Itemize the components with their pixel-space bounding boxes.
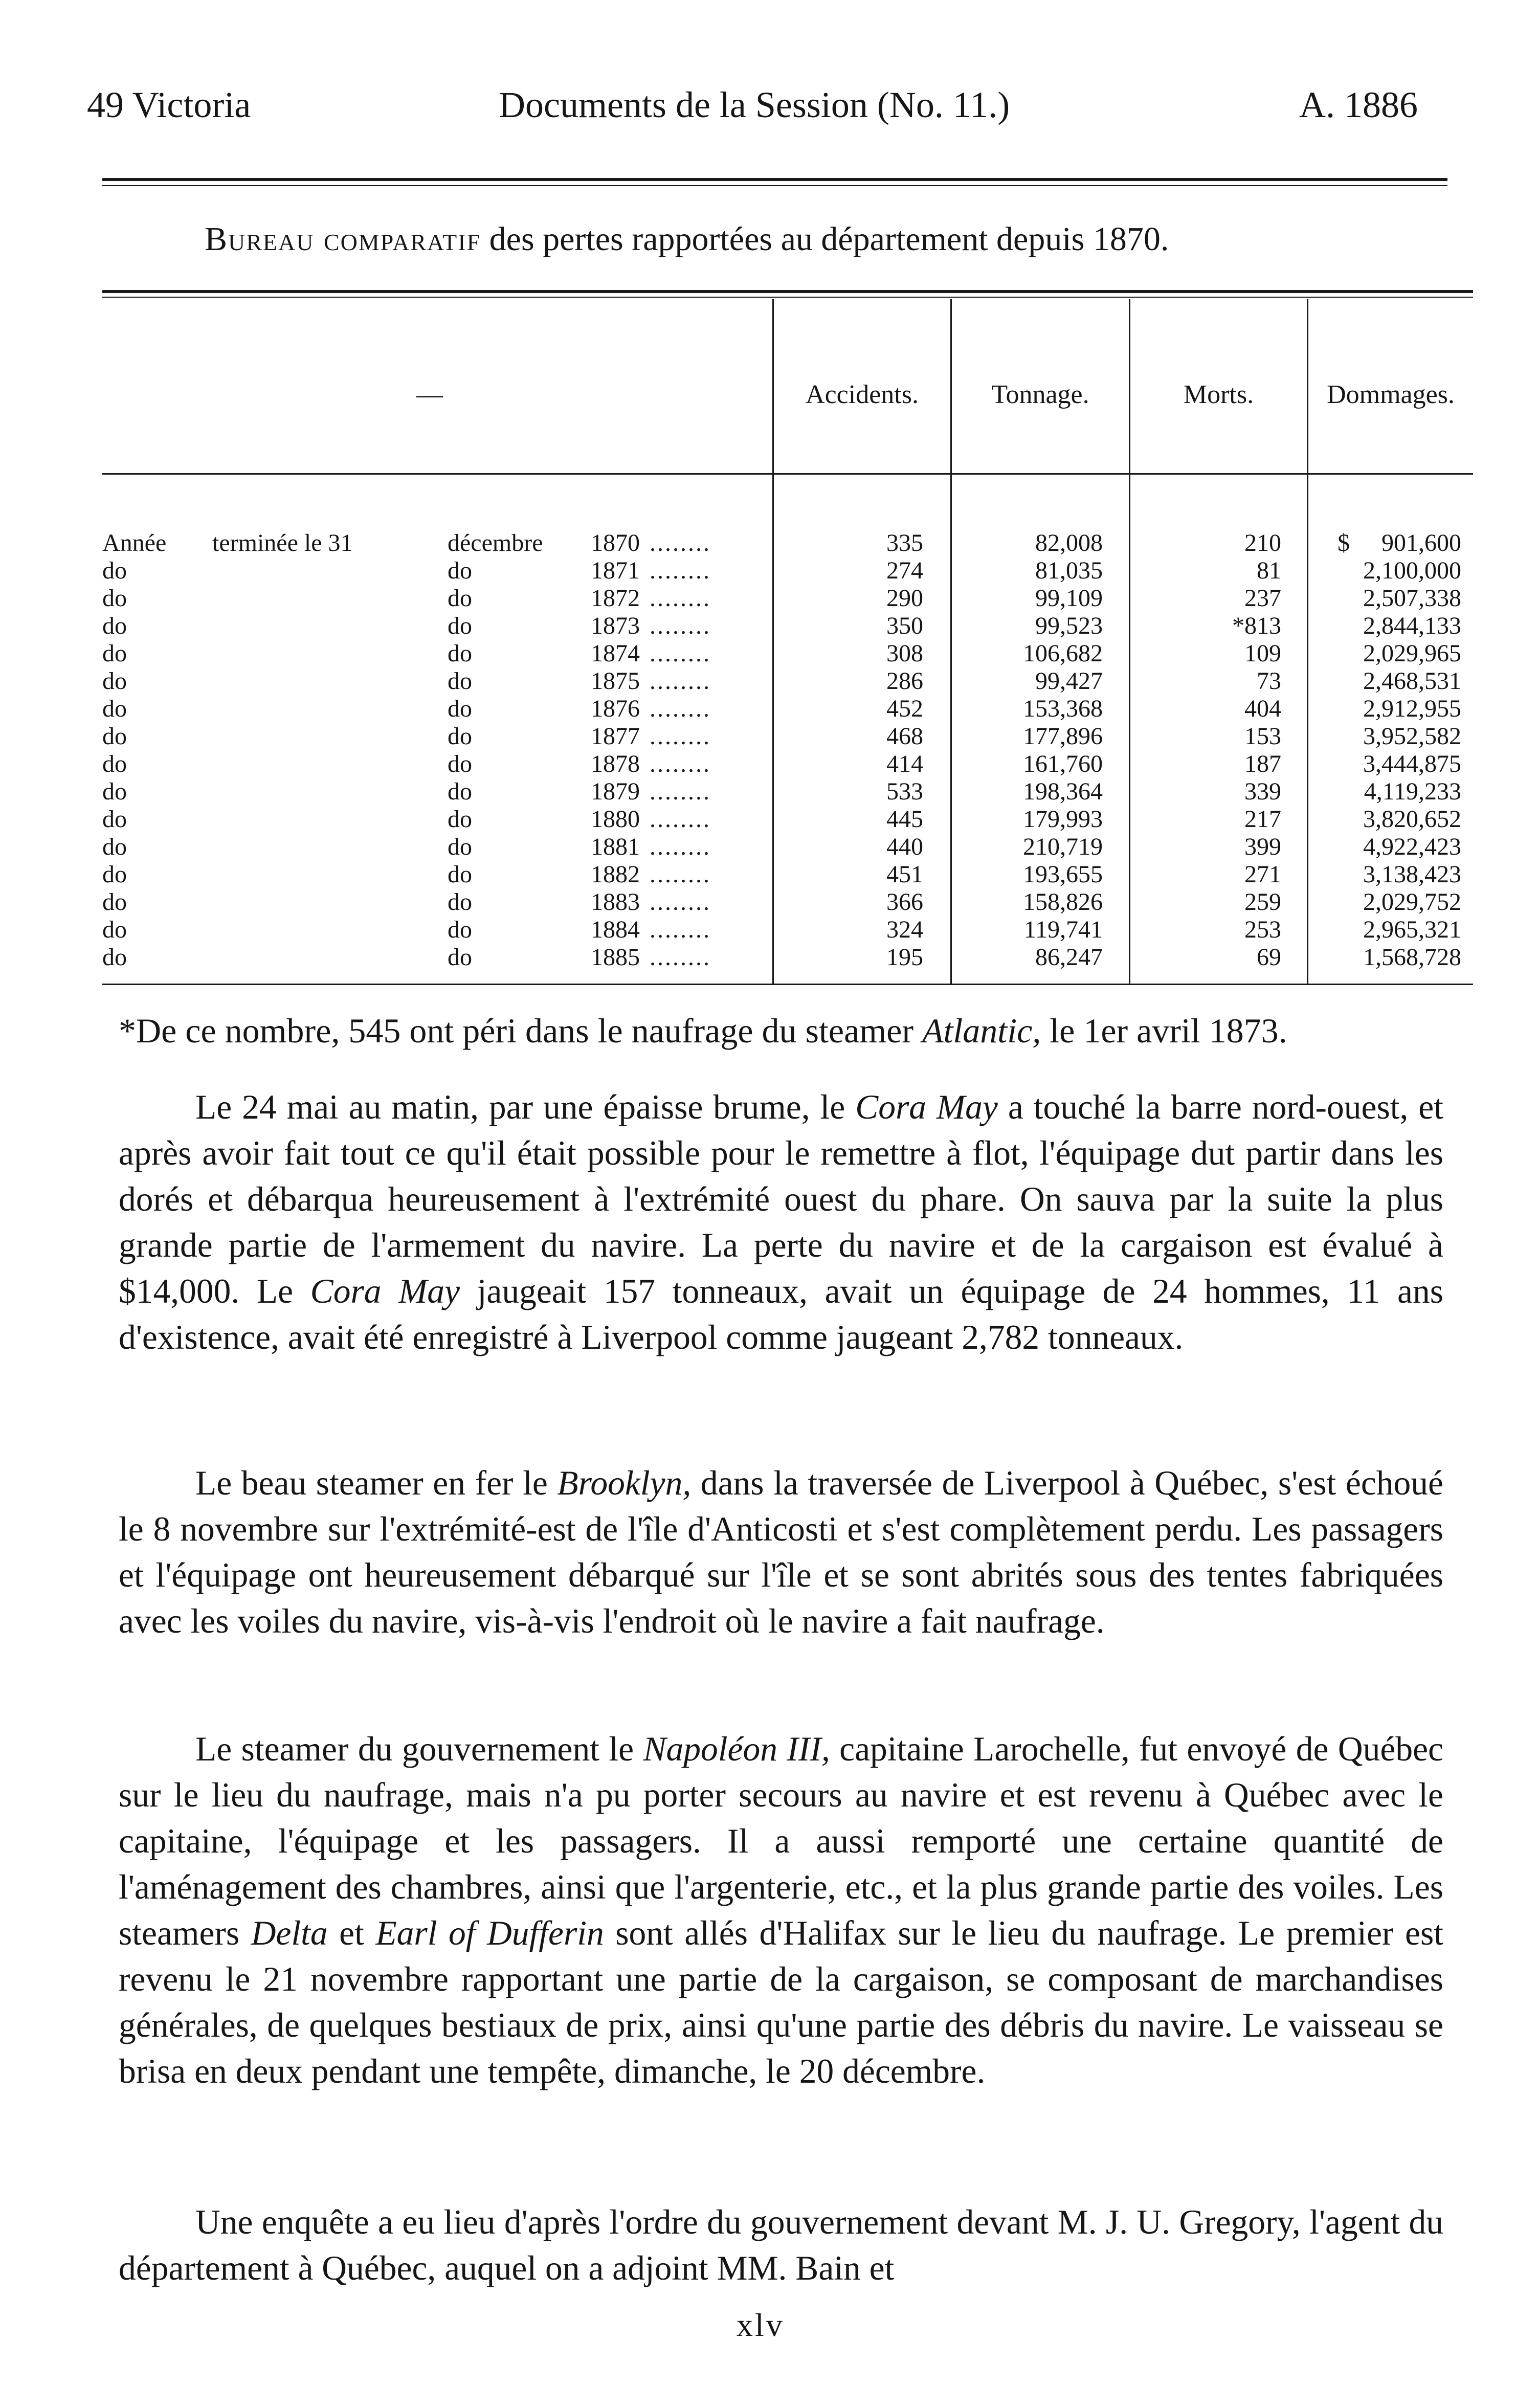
row-label-3: do bbox=[448, 723, 472, 750]
row-label: do bbox=[102, 557, 127, 584]
cell-tonnage: 81,035 bbox=[1035, 557, 1103, 584]
cell-dommages: 4,922,423 bbox=[1363, 833, 1461, 860]
row-year: 1870 bbox=[591, 529, 640, 556]
row-leader: ........ bbox=[650, 833, 711, 860]
row-year: 1882 bbox=[591, 861, 640, 888]
cell-dommages: 901,600 bbox=[1381, 529, 1461, 556]
cell-accidents: 533 bbox=[886, 778, 923, 805]
cell-morts: 339 bbox=[1244, 778, 1281, 805]
header-volume: 49 Victoria bbox=[87, 84, 251, 125]
table-row bbox=[0, 944, 1538, 971]
cell-tonnage: 86,247 bbox=[1035, 944, 1103, 971]
row-label-3: décembre bbox=[448, 529, 543, 556]
row-label-3: do bbox=[448, 640, 472, 667]
row-year: 1875 bbox=[591, 667, 640, 695]
footnote-text-a: *De ce nombre, 545 ont péri dans le naufrage du steamer bbox=[119, 1011, 922, 1050]
cell-morts: 253 bbox=[1244, 916, 1281, 943]
cell-accidents: 440 bbox=[886, 833, 923, 860]
row-year: 1872 bbox=[591, 585, 640, 612]
row-leader: ........ bbox=[650, 640, 711, 667]
cell-tonnage: 177,896 bbox=[1023, 723, 1103, 750]
row-leader: ........ bbox=[650, 695, 711, 722]
row-year: 1878 bbox=[591, 750, 640, 777]
row-year: 1876 bbox=[591, 695, 640, 722]
p3-text-d: sont allés d'Halifax sur le lieu du naufrage. Le premier est revenu le 21 novembre rapportant une partie de la cargaison, se composant de marchandises générales, de quelques bestiaux de prix, ainsi qu'une partie des débris du navire. Le vaisseau se brisa en deux pendant une tempête, dimanche, le 20 décembre. bbox=[119, 1914, 1443, 2090]
cell-tonnage: 82,008 bbox=[1035, 529, 1103, 556]
row-label-3: do bbox=[448, 667, 472, 695]
row-leader: ........ bbox=[650, 723, 711, 750]
cell-morts: 73 bbox=[1257, 667, 1281, 695]
p1-text-c: jaugeait 157 tonneaux, avait un équipage de 24 hommes, 11 ans d'existence, avait été enregistré à Liverpool comme jaugeant 2,782 tonneaux. bbox=[119, 1272, 1443, 1356]
row-year: 1871 bbox=[591, 557, 640, 584]
row-label: do bbox=[102, 612, 127, 639]
row-leader: ........ bbox=[650, 529, 711, 556]
cell-dommages: 2,844,133 bbox=[1363, 612, 1461, 639]
table-row bbox=[0, 612, 1538, 640]
row-leader: ........ bbox=[650, 557, 711, 584]
table-top-rule-thin bbox=[102, 297, 1473, 298]
p2-text-a: Le beau steamer en fer le bbox=[195, 1464, 558, 1502]
cell-accidents: 290 bbox=[886, 585, 923, 612]
row-year: 1880 bbox=[591, 806, 640, 833]
p3-ship-1: Napoléon III, bbox=[643, 1730, 830, 1768]
row-leader: ........ bbox=[650, 778, 711, 805]
stub-header: — bbox=[416, 380, 443, 409]
cell-dommages: 3,444,875 bbox=[1363, 750, 1461, 777]
paragraph-napoleon bbox=[119, 1726, 1443, 2094]
p3-ship-3: Earl of Dufferin bbox=[375, 1914, 604, 1952]
table-row bbox=[0, 861, 1538, 888]
cell-accidents: 195 bbox=[886, 944, 923, 971]
cell-morts: 259 bbox=[1244, 888, 1281, 916]
table-row bbox=[0, 806, 1538, 833]
currency-symbol: $ bbox=[1338, 529, 1350, 556]
footnote-text-b: le 1er avril 1873. bbox=[1041, 1011, 1287, 1050]
cell-morts: 217 bbox=[1244, 806, 1281, 833]
table-row bbox=[0, 778, 1538, 806]
title-rest: des pertes rapportées au département depuis 1870. bbox=[481, 220, 1169, 258]
cell-dommages: 2,965,321 bbox=[1363, 916, 1461, 943]
table-row bbox=[0, 833, 1538, 861]
paragraph-brooklyn bbox=[119, 1460, 1443, 1644]
row-label-3: do bbox=[448, 916, 472, 943]
cell-morts: 109 bbox=[1244, 640, 1281, 667]
cell-tonnage: 193,655 bbox=[1023, 861, 1103, 888]
cell-morts: 210 bbox=[1244, 529, 1281, 556]
row-label-3: do bbox=[448, 695, 472, 722]
row-leader: ........ bbox=[650, 806, 711, 833]
cell-tonnage: 99,109 bbox=[1035, 585, 1103, 612]
cell-accidents: 451 bbox=[886, 861, 923, 888]
cell-accidents: 324 bbox=[886, 916, 923, 943]
row-leader: ........ bbox=[650, 667, 711, 695]
cell-tonnage: 179,993 bbox=[1023, 806, 1103, 833]
cell-morts: 69 bbox=[1257, 944, 1281, 971]
table-title bbox=[205, 220, 1169, 259]
row-label: do bbox=[102, 723, 127, 750]
table-bottom-rule bbox=[102, 984, 1473, 985]
cell-morts: 271 bbox=[1244, 861, 1281, 888]
p3-text-a: Le steamer du gouvernement le bbox=[195, 1730, 643, 1768]
table-row bbox=[0, 750, 1538, 778]
p4-text: Une enquête a eu lieu d'après l'ordre du gouvernement devant M. J. U. Gregory, l'agent du département à Québec, auquel on a adjoint MM. Bain et bbox=[119, 2203, 1443, 2287]
cell-dommages: 3,952,582 bbox=[1363, 723, 1461, 750]
row-year: 1885 bbox=[591, 944, 640, 971]
row-leader: ........ bbox=[650, 750, 711, 777]
row-label: do bbox=[102, 695, 127, 722]
cell-morts: *813 bbox=[1232, 612, 1281, 639]
cell-dommages: 2,912,955 bbox=[1363, 695, 1461, 722]
header-year: A. 1886 bbox=[1299, 84, 1418, 125]
footnote-ship: Atlantic, bbox=[922, 1011, 1041, 1050]
cell-dommages: 2,029,965 bbox=[1363, 640, 1461, 667]
table-row bbox=[0, 557, 1538, 585]
cell-accidents: 452 bbox=[886, 695, 923, 722]
row-label-3: do bbox=[448, 806, 472, 833]
column-header-dommages: Dommages. bbox=[1327, 380, 1455, 409]
cell-tonnage: 161,760 bbox=[1023, 750, 1103, 777]
paragraph-enquete bbox=[119, 2199, 1443, 2291]
cell-accidents: 350 bbox=[886, 612, 923, 639]
row-label: do bbox=[102, 861, 127, 888]
table-row bbox=[0, 640, 1538, 667]
row-label: Année bbox=[102, 529, 167, 556]
table-top-rule-thick bbox=[102, 290, 1473, 293]
row-label: do bbox=[102, 888, 127, 916]
row-year: 1879 bbox=[591, 778, 640, 805]
cell-accidents: 274 bbox=[886, 557, 923, 584]
row-label-3: do bbox=[448, 861, 472, 888]
row-label: do bbox=[102, 916, 127, 943]
p3-text-c: et bbox=[327, 1914, 376, 1952]
row-label-3: do bbox=[448, 557, 472, 584]
cell-morts: 81 bbox=[1257, 557, 1281, 584]
cell-morts: 187 bbox=[1244, 750, 1281, 777]
row-leader: ........ bbox=[650, 916, 711, 943]
row-year: 1883 bbox=[591, 888, 640, 916]
row-label: do bbox=[102, 667, 127, 695]
row-leader: ........ bbox=[650, 888, 711, 916]
cell-dommages: 2,029,752 bbox=[1363, 888, 1461, 916]
row-label-2: terminée le 31 bbox=[212, 529, 353, 556]
table-row bbox=[0, 695, 1538, 723]
cell-accidents: 414 bbox=[886, 750, 923, 777]
row-label-3: do bbox=[448, 585, 472, 612]
page-number: xlv bbox=[737, 2307, 785, 2343]
row-label-3: do bbox=[448, 888, 472, 916]
header-title: Documents de la Session (No. 11.) bbox=[499, 84, 1010, 125]
cell-morts: 404 bbox=[1244, 695, 1281, 722]
cell-accidents: 308 bbox=[886, 640, 923, 667]
row-label: do bbox=[102, 944, 127, 971]
p1-ship-1: Cora May bbox=[855, 1088, 998, 1126]
cell-dommages: 4,119,233 bbox=[1364, 778, 1461, 805]
table-row bbox=[0, 529, 1538, 557]
row-label: do bbox=[102, 778, 127, 805]
column-header-tonnage: Tonnage. bbox=[991, 380, 1089, 409]
row-year: 1877 bbox=[591, 723, 640, 750]
row-label-3: do bbox=[448, 612, 472, 639]
cell-tonnage: 210,719 bbox=[1023, 833, 1103, 860]
row-leader: ........ bbox=[650, 585, 711, 612]
column-header-accidents: Accidents. bbox=[806, 380, 919, 409]
cell-tonnage: 106,682 bbox=[1023, 640, 1103, 667]
table-row bbox=[0, 667, 1538, 695]
row-year: 1873 bbox=[591, 612, 640, 639]
p2-text-b: dans la traversée de Liverpool à Québec, s'est échoué le 8 novembre sur l'extrémité-est de l'île d'Anticosti et s'est complètement perdu. Les passagers et l'équipage ont heureusement débarqué sur l'île et se sont abrités sous des tentes fabriquées avec les voiles du navire, vis-à-vis l'endroit où le navire a fait naufrage. bbox=[119, 1464, 1443, 1640]
cell-accidents: 366 bbox=[886, 888, 923, 916]
row-year: 1881 bbox=[591, 833, 640, 860]
paragraph-cora-may bbox=[119, 1084, 1443, 1361]
table-row bbox=[0, 585, 1538, 612]
row-label-3: do bbox=[448, 750, 472, 777]
row-label-3: do bbox=[448, 944, 472, 971]
cell-dommages: 2,468,531 bbox=[1363, 667, 1461, 695]
table-row bbox=[0, 888, 1538, 916]
cell-tonnage: 158,826 bbox=[1023, 888, 1103, 916]
column-header-morts: Morts. bbox=[1183, 380, 1254, 409]
row-label-3: do bbox=[448, 778, 472, 805]
row-label: do bbox=[102, 806, 127, 833]
cell-accidents: 445 bbox=[886, 806, 923, 833]
row-label: do bbox=[102, 833, 127, 860]
p3-text-b: capitaine Larochelle, fut envoyé de Québec sur le lieu du naufrage, mais n'a pu porter secours au navire et est revenu à Québec avec le capitaine, l'équipage et les passagers. Il a aussi remporté une certaine quantité de l'aménagement des chambres, ainsi que l'argenterie, etc., et la plus grande partie des voiles. Les steamers bbox=[119, 1730, 1443, 1952]
row-label: do bbox=[102, 640, 127, 667]
p2-ship: Brooklyn, bbox=[557, 1464, 692, 1502]
row-label: do bbox=[102, 585, 127, 612]
row-year: 1884 bbox=[591, 916, 640, 943]
row-leader: ........ bbox=[650, 612, 711, 639]
p1-ship-2: Cora May bbox=[310, 1272, 460, 1310]
cell-dommages: 2,100,000 bbox=[1363, 557, 1461, 584]
cell-dommages: 1,568,728 bbox=[1363, 944, 1461, 971]
table-row bbox=[0, 723, 1538, 750]
cell-dommages: 3,820,652 bbox=[1363, 806, 1461, 833]
cell-accidents: 468 bbox=[886, 723, 923, 750]
p1-text-b: a touché la barre nord-ouest, et après avoir fait tout ce qu'il était possible pour le remettre à flot, l'équipage dut partir dans les dorés et débarqua heureusement à l'extrémité ouest du phare. On sauva par la suite la plus grande partie de l'armement du navire. La perte du navire et de la cargaison est évalué à $14,000. Le bbox=[119, 1088, 1444, 1310]
cell-accidents: 335 bbox=[886, 529, 923, 556]
cell-tonnage: 99,427 bbox=[1035, 667, 1103, 695]
cell-accidents: 286 bbox=[886, 667, 923, 695]
cell-tonnage: 153,368 bbox=[1023, 695, 1103, 722]
row-year: 1874 bbox=[591, 640, 640, 667]
footnote bbox=[119, 1010, 1287, 1051]
header-rule-thick bbox=[102, 178, 1447, 181]
header-bottom-rule bbox=[102, 473, 1473, 475]
cell-tonnage: 198,364 bbox=[1023, 778, 1103, 805]
row-label: do bbox=[102, 750, 127, 777]
cell-morts: 153 bbox=[1244, 723, 1281, 750]
table-row bbox=[0, 916, 1538, 944]
cell-dommages: 2,507,338 bbox=[1363, 585, 1461, 612]
cell-morts: 399 bbox=[1244, 833, 1281, 860]
p1-text-a: Le 24 mai au matin, par une épaisse brume, le bbox=[195, 1088, 856, 1126]
row-label-3: do bbox=[448, 833, 472, 860]
title-smallcaps: Bureau comparatif bbox=[205, 220, 481, 258]
cell-morts: 237 bbox=[1244, 585, 1281, 612]
row-leader: ........ bbox=[650, 944, 711, 971]
p3-ship-2: Delta bbox=[251, 1914, 328, 1952]
cell-dommages: 3,138,423 bbox=[1363, 861, 1461, 888]
cell-tonnage: 99,523 bbox=[1035, 612, 1103, 639]
cell-tonnage: 119,741 bbox=[1023, 916, 1103, 943]
row-leader: ........ bbox=[650, 861, 711, 888]
header-rule-thin bbox=[102, 185, 1447, 186]
